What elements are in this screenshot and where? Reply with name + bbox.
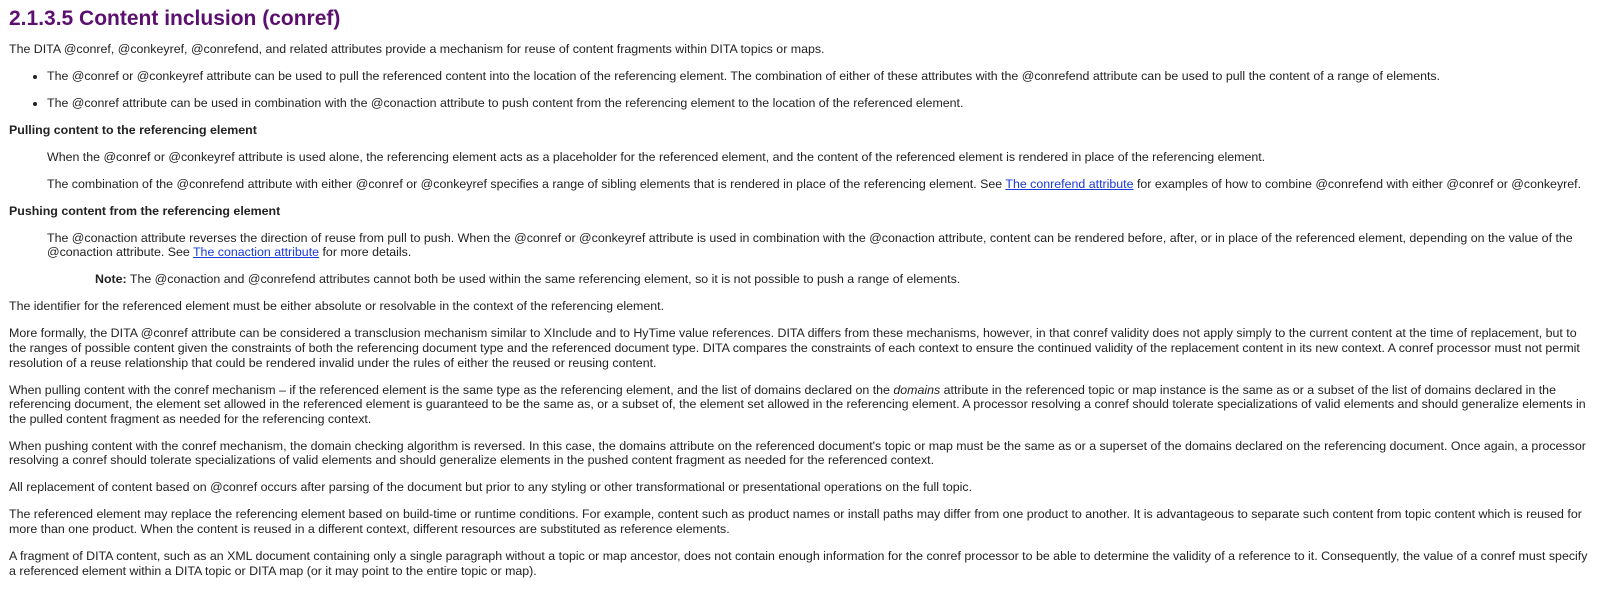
pushing-paragraph-1	[47, 231, 1591, 260]
conditions-paragraph: The referenced element may replace the referencing element based on build-time or runtime conditions. For example, content such as product names or install paths may differ from one product to another. It is advantageous to separate such content from topic content which is reused for more than one product. When the content is reused in a different context, different resources are substituted as reference elements.	[9, 507, 1582, 536]
text: The @conaction attribute reverses the direction of reuse from pull to push. When the @conref or @conkeyref attribute is used in combination with the @conaction attribute, content can be rendered before, after, or in place of the referenced element, depending on the value of the @conaction attribute. See	[47, 230, 1573, 260]
page-title: 2.1.3.5 Content inclusion (conref)	[9, 7, 341, 30]
text: for more details.	[319, 245, 412, 260]
mechanism-list	[9, 69, 1591, 111]
list-item: • The @conref or @conkeyref attribute can be used to pull the referenced content into the location of the referencing element. The combination of either of these attributes with the @conrefend attribute can be used to pull the content of a range of elements.	[47, 69, 1591, 84]
domains-term: domains	[893, 382, 941, 397]
conrefend-attribute-link[interactable]: The conrefend attribute	[1005, 176, 1134, 191]
pulling-paragraph-1: When the @conref or @conkeyref attribute is used alone, the referencing element acts as a placeholder for the referenced element, and the content of the referenced element is rendered in place of the referencing element.	[47, 149, 1266, 164]
conaction-attribute-link[interactable]: The conaction attribute	[192, 245, 320, 260]
intro-paragraph: The DITA @conref, @conkeyref, @conrefend, and related attributes provide a mechanism for reuse of content fragments within DITA topics or maps.	[9, 42, 825, 56]
text: When pulling content with the conref mechanism – if the referenced element is the same type as the referencing element, and the list of domains declared on the	[9, 382, 894, 397]
pushing-domains-paragraph: When pushing content with the conref mechanism, the domain checking algorithm is reversed. In this case, the domains attribute on the referenced document's topic or map must be the same as or a superset of the domains declared on the referencing document. Once again, a processor resolving a conref should tolerate specializations of valid elements and should generalize elements in the pushed content fragment as needed for the referenced context.	[9, 438, 1586, 468]
fragment-paragraph: A fragment of DITA content, such as an XML document containing only a single paragraph without a topic or map ancestor, does not contain enough information for the conref processor to be able to determine the validity of a reference to it. Consequently, the value of a conref must specify a referenced element within a DITA topic or DITA map (or it may point to the entire topic or map).	[9, 548, 1588, 578]
formally-paragraph: More formally, the DITA @conref attribute can be considered a transclusion mechanism similar to XInclude and to HyTime value references. DITA differs from these mechanisms, however, in that conref validity does not apply simply to the current content at the time of replacement, but to the ranges of possible content given the constraints of both the referencing document type and the referenced document type. DITA compares the constraints of each context to ensure the continued validity of the replacement content in its new context. A conref processor must not permit resolution of a reuse relationship that could be rendered invalid under the rules of either the reused or reusing content.	[9, 326, 1580, 370]
identifier-paragraph: The identifier for the referenced element must be either absolute or resolvable in the context of the referencing element.	[9, 299, 665, 314]
list-item: • The @conref attribute can be used in combination with the @conaction attribute to push content from the referencing element to the location of the referenced element.	[47, 96, 1591, 111]
note-label: Note:	[95, 272, 127, 287]
text: for examples of how to combine @conrefend with either @conref or @conkeyref.	[1133, 176, 1582, 191]
pulling-paragraph-2	[47, 177, 1591, 192]
text: The combination of the @conrefend attribute with either @conref or @conkeyref specifies a range of sibling elements that is rendered in place of the referencing element. See	[47, 176, 1006, 191]
replacement-paragraph: All replacement of content based on @conref occurs after parsing of the document but prior to any styling or other transformational or presentational operations on the full topic.	[9, 480, 973, 495]
section-heading-pulling: Pulling content to the referencing element	[9, 122, 257, 137]
note-text: The @conaction and @conrefend attributes cannot both be used within the same referencing element, so it is not possible to push a range of elements.	[126, 272, 961, 287]
text: attribute in the referenced topic or map instance is the same as or a subset of the list of domains declared in the referencing document, the element set allowed in the referenced element is guaranteed to be the same as, or a subset of, the element set allowed in the referencing element. A processor resolving a conref should tolerate specializations of valid elements and should generalize elements in the pulled content fragment as needed for the referencing context.	[9, 382, 1586, 426]
section-heading-pushing: Pushing content from the referencing element	[9, 203, 281, 218]
note	[95, 272, 1591, 287]
pulling-domains-paragraph	[9, 383, 1591, 427]
